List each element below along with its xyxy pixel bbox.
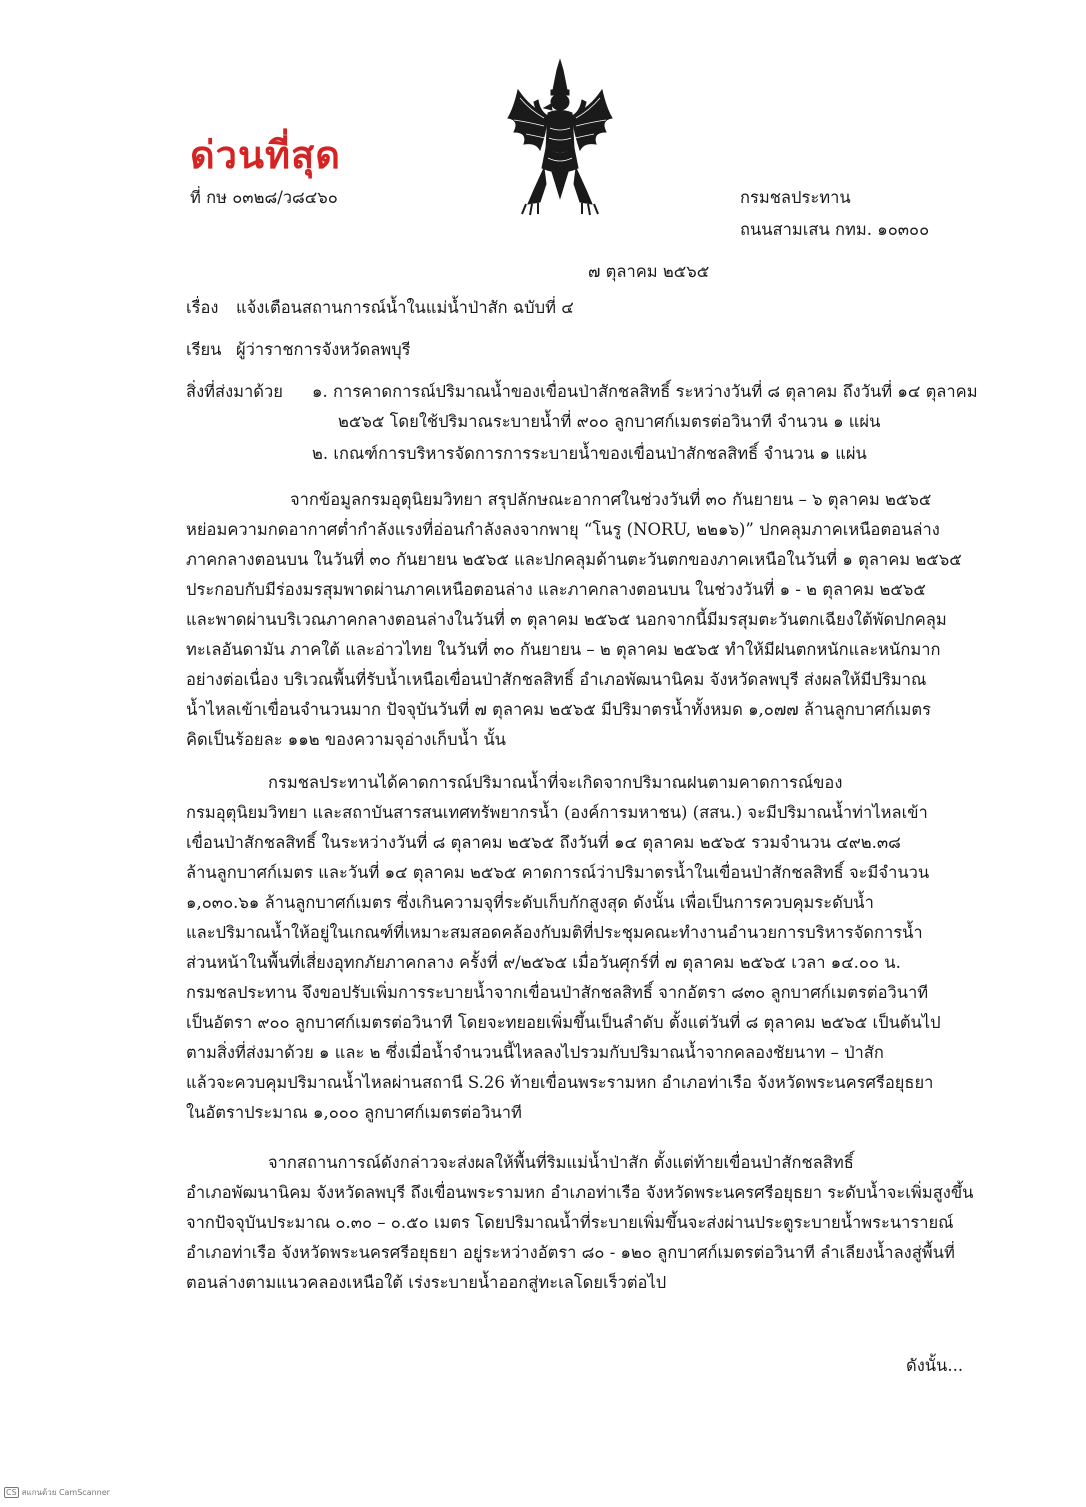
reference-number: ที่ กษ ๐๓๒๘/ว๘๔๖๐ [190,188,338,207]
letter-date: ๗ ตุลาคม ๒๕๖๕ [588,262,710,281]
paragraph-line: ส่วนหน้าในพื้นที่เสี่ยงอุทกภัยภาคกลาง ครั้งที่ ๙/๒๕๖๕ เมื่อวันศุกร์ที่ ๗ ตุลาคม ๒๕๖๕ เวลา ๑๔.๐๐ น. [186,953,901,972]
enclosure-item: ๒๕๖๕ โดยใช้ปริมาณระบายน้ำที่ ๙๐๐ ลูกบาศก์เมตรต่อวินาที จำนวน ๑ แผ่น [338,412,881,431]
paragraph-line: ทะเลอันดามัน ภาคใต้ และอ่าวไทย ในวันที่ ๓๐ กันยายน – ๒ ตุลาคม ๒๕๖๕ ทำให้มีฝนตกหนักและหนักมาก [186,640,941,659]
paragraph-line: อำเภอท่าเรือ จังหวัดพระนครศรีอยุธยา อยู่ระหว่างอัตรา ๘๐ - ๑๒๐ ลูกบาศก์เมตรต่อวินาที ลำเลียงน้ำลงสู่พื้นที่ [186,1243,955,1262]
paragraph-line: และพาดผ่านบริเวณภาคกลางตอนล่างในวันที่ ๓ ตุลาคม ๒๕๖๕ นอกจากนี้มีมรสุมตะวันตกเฉียงใต้พัดปกคลุม [186,610,947,629]
paragraph-line: กรมอุตุนิยมวิทยา และสถาบันสารสนเทศทรัพยากรน้ำ (องค์การมหาชน) (สสน.) จะมีปริมาณน้ำท่าไหลเข้า [186,803,928,822]
camscanner-logo-icon: CS [6,1488,17,1497]
recipient-text: ผู้ว่าราชการจังหวัดลพบุรี [236,340,411,359]
recipient-label: เรียน [186,340,222,359]
garuda-emblem-icon [500,58,620,218]
paragraph-line: แล้วจะควบคุมปริมาณน้ำไหลผ่านสถานี S.26 ท้ายเขื่อนพระรามหก อำเภอท่าเรือ จังหวัดพระนครศรีอยุธยา [186,1073,934,1092]
paragraph-line: กรมชลประทาน จึงขอปรับเพิ่มการระบายน้ำจากเขื่อนป่าสักชลสิทธิ์ จากอัตรา ๘๓๐ ลูกบาศก์เมตรต่อวินาที [186,983,929,1002]
paragraph-line: เป็นอัตรา ๙๐๐ ลูกบาศก์เมตรต่อวินาที โดยจะทยอยเพิ่มขึ้นเป็นลำดับ ตั้งแต่วันที่ ๘ ตุลาคม ๒๕๖๕ เป็นต้นไป [186,1013,941,1032]
scanner-watermark [4,1486,110,1499]
subject-text: แจ้งเตือนสถานการณ์น้ำในแม่น้ำป่าสัก ฉบับที่ ๔ [236,298,574,317]
paragraph-line: ตอนล่างตามแนวคลองเหนือใต้ เร่งระบายน้ำออกสู่ทะเลโดยเร็วต่อไป [186,1273,667,1292]
paragraph-line: คิดเป็นร้อยละ ๑๑๒ ของความจุอ่างเก็บน้ำ นั้น [186,730,506,749]
paragraph-line: ล้านลูกบาศก์เมตร และวันที่ ๑๔ ตุลาคม ๒๕๖๕ คาดการณ์ว่าปริมาตรน้ำในเขื่อนป่าสักชลสิทธิ์ จะมีจำนวน [186,863,930,882]
paragraph-line: ภาคกลางตอนบน ในวันที่ ๓๐ กันยายน ๒๕๖๕ และปกคลุมด้านตะวันตกของภาคเหนือในวันที่ ๑ ตุลาคม ๒๕๖๕ [186,550,962,569]
subject-label: เรื่อง [186,298,219,317]
paragraph-line: น้ำไหลเข้าเขื่อนจำนวนมาก ปัจจุบันวันที่ ๗ ตุลาคม ๒๕๖๕ มีปริมาตรน้ำทั้งหมด ๑,๐๗๗ ล้านลูกบาศก์เมตร [186,700,931,719]
paragraph-line: ๑,๐๓๐.๖๑ ล้านลูกบาศก์เมตร ซึ่งเกินความจุที่ระดับเก็บกักสูงสุด ดังนั้น เพื่อเป็นการควบคุมระดับน้ำ [186,893,874,912]
paragraph-line: อำเภอพัฒนานิคม จังหวัดลพบุรี ถึงเขื่อนพระรามหก อำเภอท่าเรือ จังหวัดพระนครศรีอยุธยา ระดับน้ำจะเพิ่มสูงขึ้น [186,1183,974,1202]
scanner-text: สแกนด้วย CamScanner [21,1488,110,1497]
urgency-marker: ด่วนที่สุด [190,133,341,177]
enclosures-label: สิ่งที่ส่งมาด้วย [186,382,283,401]
paragraph-line: จากข้อมูลกรมอุตุนิยมวิทยา สรุปลักษณะอากาศในช่วงวันที่ ๓๐ กันยายน – ๖ ตุลาคม ๒๕๖๕ [290,490,932,509]
paragraph-line: ประกอบกับมีร่องมรสุมพาดผ่านภาคเหนือตอนล่าง และภาคกลางตอนบน ในช่วงวันที่ ๑ - ๒ ตุลาคม ๒๕๖๕ [186,580,926,599]
organization-name: กรมชลประทาน [740,188,851,207]
organization-address: ถนนสามเสน กทม. ๑๐๓๐๐ [740,220,930,239]
enclosure-item: ๑. การคาดการณ์ปริมาณน้ำของเขื่อนป่าสักชลสิทธิ์ ระหว่างวันที่ ๘ ตุลาคม ถึงวันที่ ๑๔ ตุลาคม [312,382,978,401]
paragraph-line: จากปัจจุบันประมาณ ๐.๓๐ – ๐.๕๐ เมตร โดยปริมาณน้ำที่ระบายเพิ่มขึ้นจะส่งผ่านประตูระบายน้ำพระนารายณ์ [186,1213,954,1232]
paragraph-line: จากสถานการณ์ดังกล่าวจะส่งผลให้พื้นที่ริมแม่น้ำป่าสัก ตั้งแต่ท้ายเขื่อนป่าสักชลสิทธิ์ [268,1153,854,1172]
enclosure-item: ๒. เกณฑ์การบริหารจัดการการระบายน้ำของเขื่อนป่าสักชลสิทธิ์ จำนวน ๑ แผ่น [312,444,867,463]
paragraph-line: หย่อมความกดอากาศต่ำกำลังแรงที่อ่อนกำลังลงจากพายุ “โนรู (NORU, ๒๒๑๖)” ปกคลุมภาคเหนือตอนล่าง [186,520,940,539]
paragraph-line: อย่างต่อเนื่อง บริเวณพื้นที่รับน้ำเหนือเขื่อนป่าสักชลสิทธิ์ อำเภอพัฒนานิคม จังหวัดลพบุรี ส่งผลให้มีปริมาณ [186,670,927,689]
paragraph-line: และปริมาณน้ำให้อยู่ในเกณฑ์ที่เหมาะสมสอดคล้องกับมติที่ประชุมคณะทำงานอำนวยการบริหารจัดการน้ำ [186,923,923,942]
paragraph-line: เขื่อนป่าสักชลสิทธิ์ ในระหว่างวันที่ ๘ ตุลาคม ๒๕๖๕ ถึงวันที่ ๑๔ ตุลาคม ๒๕๖๕ รวมจำนวน ๔๙๒.๓๘ [186,833,901,852]
paragraph-line: ในอัตราประมาณ ๑,๐๐๐ ลูกบาศก์เมตรต่อวินาที [186,1103,522,1122]
paragraph-line: กรมชลประทานได้คาดการณ์ปริมาณน้ำที่จะเกิดจากปริมาณฝนตามคาดการณ์ของ [268,773,843,792]
paragraph-line: ตามสิ่งที่ส่งมาด้วย ๑ และ ๒ ซึ่งเมื่อน้ำจำนวนนี้ไหลลงไปรวมกับปริมาณน้ำจากคลองชัยนาท – ป่าสัก [186,1043,884,1062]
continuation-marker: ดังนั้น... [906,1356,964,1375]
